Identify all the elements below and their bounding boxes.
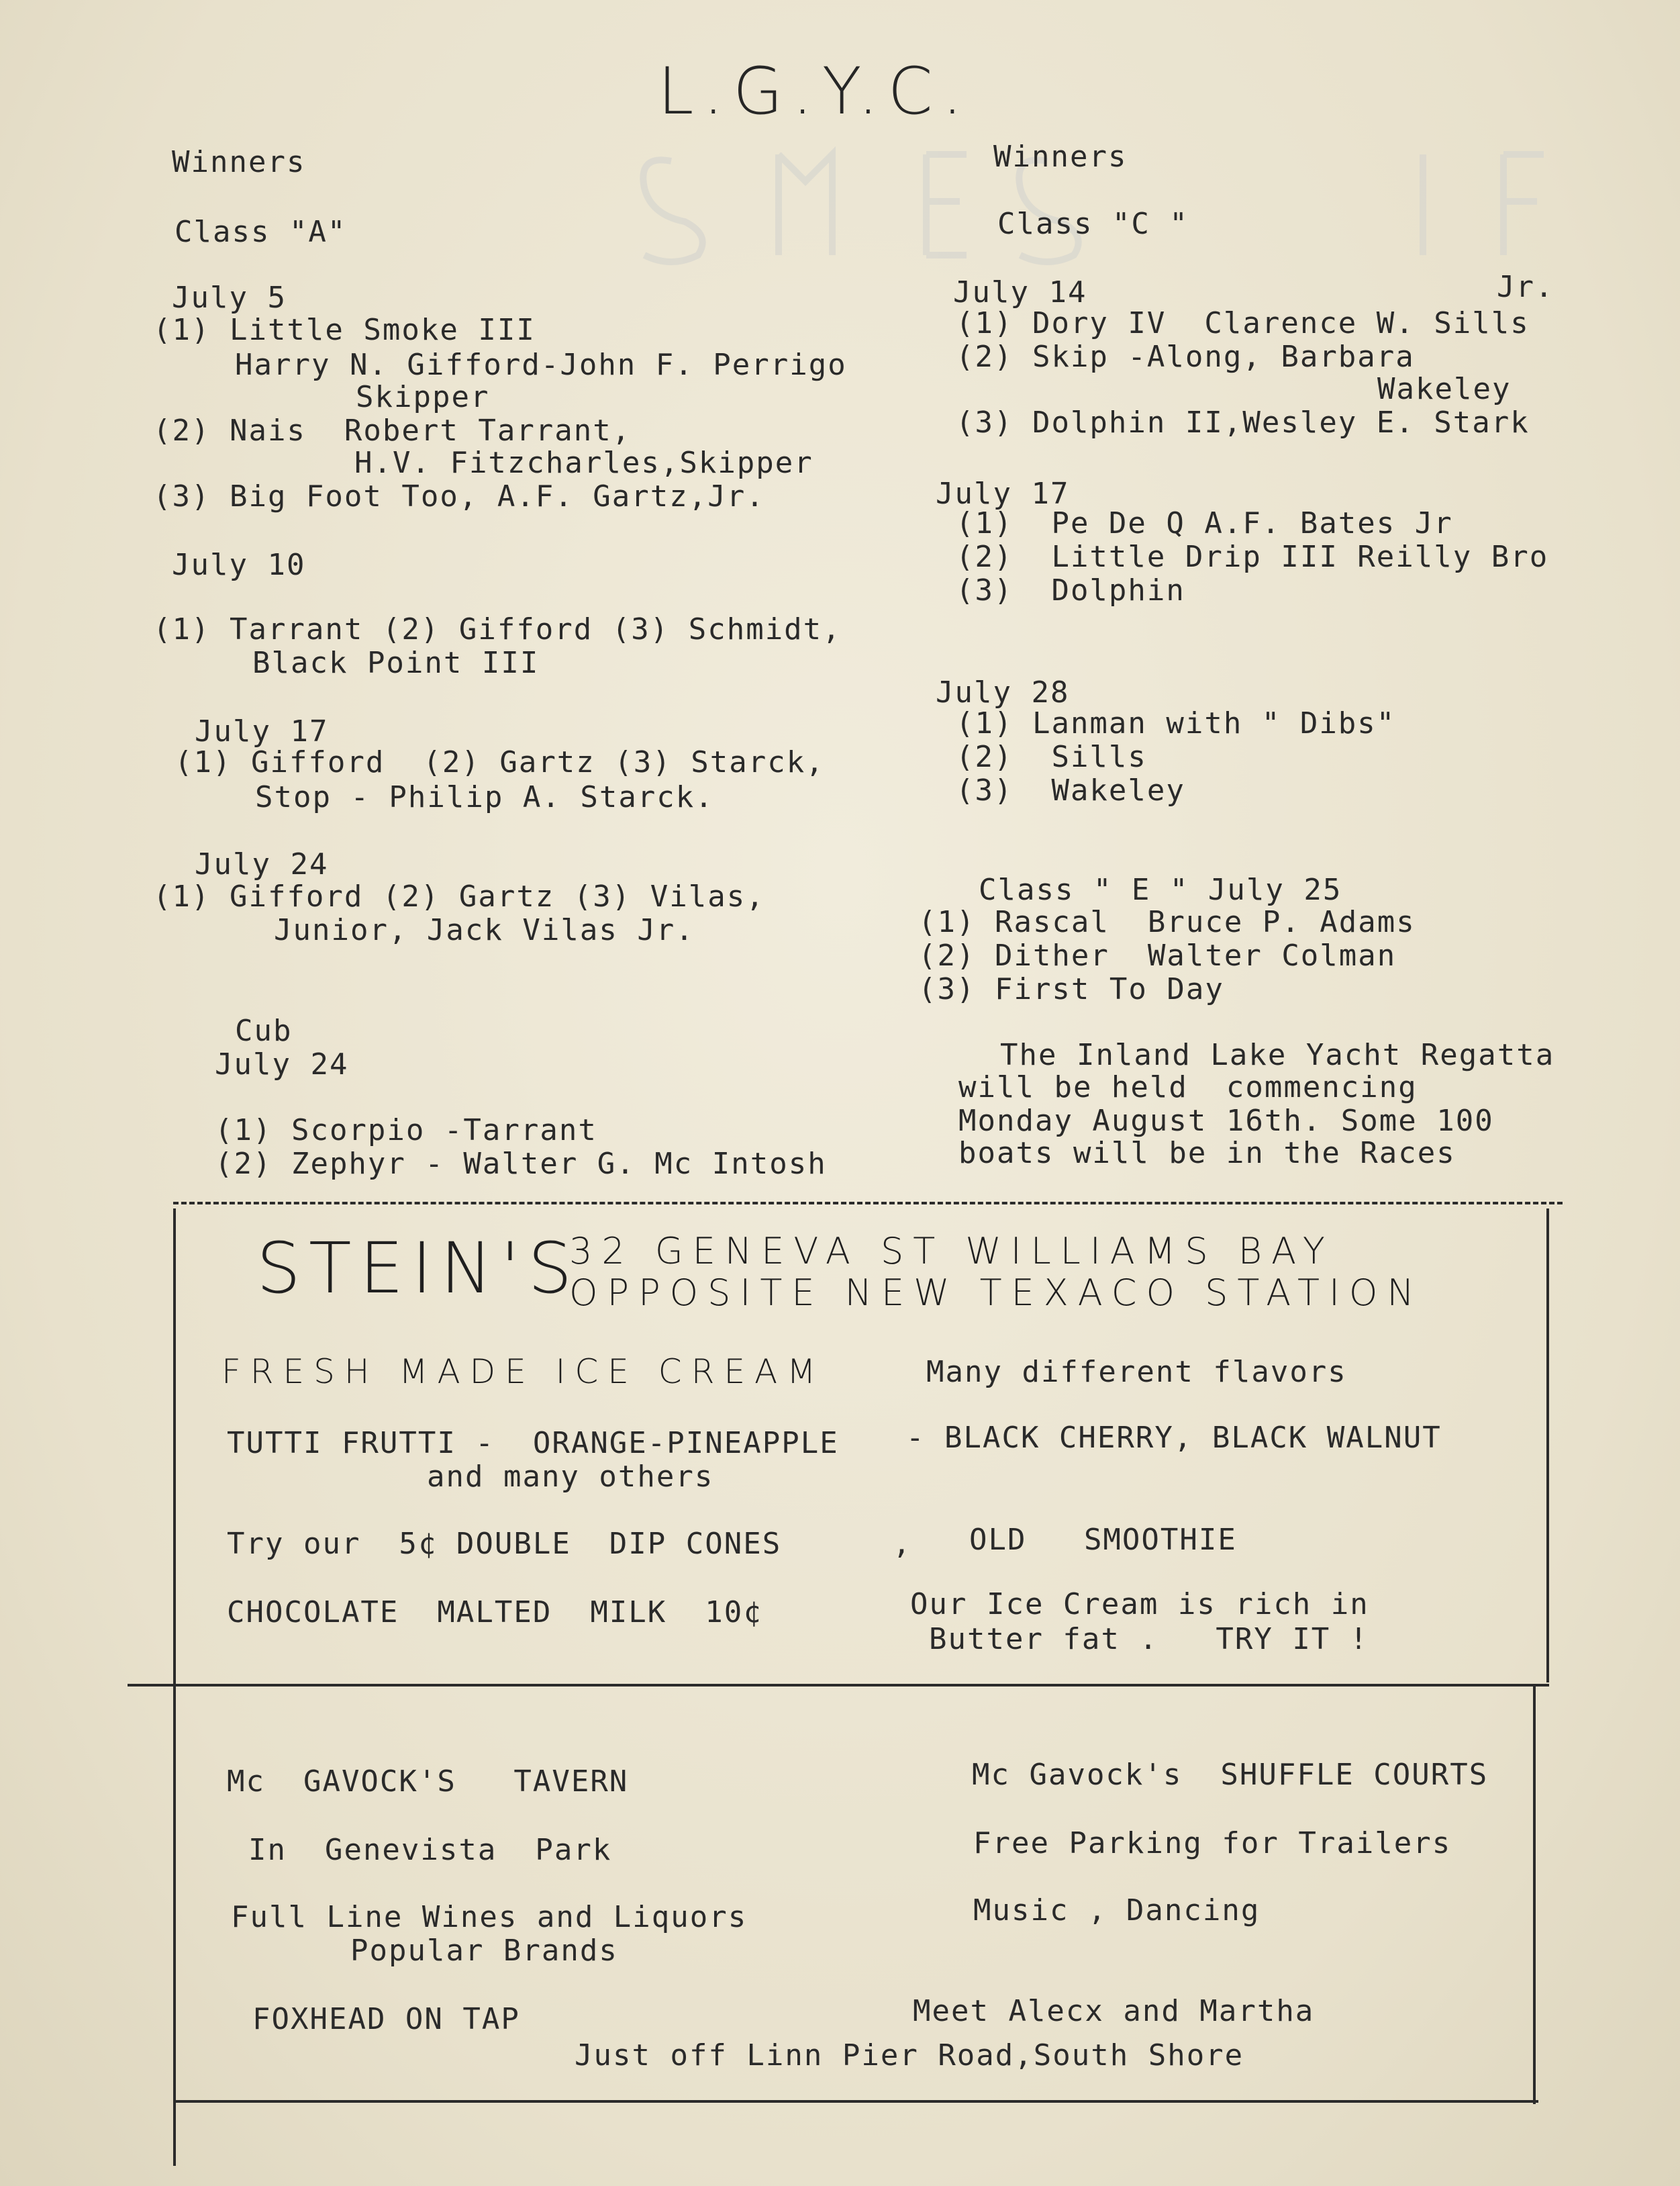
ice-cream-headline: FRESH MADE ICE CREAM	[221, 1352, 826, 1391]
class-e-second: (2) Dither Walter Colman	[918, 939, 1397, 973]
class-a-heading: Class "A"	[175, 215, 347, 249]
tavern-name: Mc GAVOCK'S TAVERN	[227, 1764, 629, 1799]
dashed-divider	[173, 1202, 1563, 1204]
july5-second: (2) Nais Robert Tarrant,	[153, 414, 632, 448]
smoothie-offer: OLD SMOOTHIE	[969, 1523, 1237, 1557]
flavor-list-a: TUTTI FRUTTI - ORANGE-PINEAPPLE	[227, 1426, 839, 1460]
ad-box-right-border	[1546, 1208, 1549, 1682]
july28-first: (1) Lanman with " Dibs"	[956, 706, 1396, 741]
july14-second-name: Wakeley	[1377, 372, 1512, 406]
july5-third: (3) Big Foot Too, A.F. Gartz,Jr.	[153, 479, 765, 514]
meet-hosts: Meet Alecx and Martha	[913, 1994, 1315, 2028]
stein-location: OPPOSITE NEW TEXACO STATION	[569, 1272, 1424, 1314]
cones-comma: ,	[893, 1527, 912, 1561]
stein-name: STEIN'S	[256, 1227, 581, 1309]
july28-third: (3) Wakeley	[956, 773, 1185, 808]
class-c-heading: Class "C "	[997, 207, 1189, 241]
july24-date: July 24	[195, 847, 329, 882]
regatta-note-line4: boats will be in the Races	[958, 1136, 1456, 1170]
flavors-text: Many different flavors	[926, 1355, 1347, 1389]
flavor-list-b: - BLACK CHERRY, BLACK WALNUT	[906, 1421, 1442, 1455]
trailer-parking: Free Parking for Trailers	[973, 1826, 1452, 1860]
cub-second: (2) Zephyr - Walter G. Mc Intosh	[215, 1147, 827, 1181]
july28-second: (2) Sills	[956, 740, 1147, 774]
july5-date: July 5	[172, 281, 287, 315]
ad-separator-line	[128, 1684, 1549, 1686]
july14-second: (2) Skip -Along, Barbara	[956, 340, 1415, 374]
july14-first: (1) Dory IV Clarence W. Sills	[956, 306, 1530, 340]
cub-first: (1) Scorpio -Tarrant	[215, 1113, 597, 1147]
right-july17-third: (3) Dolphin	[956, 573, 1185, 608]
july17-stop: Stop - Philip A. Starck.	[255, 780, 714, 814]
left-winners-heading: Winners	[172, 145, 306, 179]
right-winners-heading: Winners	[993, 140, 1128, 174]
tavern-box-right-border	[1533, 1686, 1536, 2104]
july5-first-skipper: Skipper	[356, 380, 490, 414]
stein-address: 32 GENEVA ST WILLIAMS BAY	[569, 1230, 1334, 1272]
page-title: L.G.Y.C.	[658, 54, 973, 129]
shuffle-courts: Mc Gavock's SHUFFLE COURTS	[972, 1758, 1489, 1792]
regatta-note-line3: Monday August 16th. Some 100	[958, 1104, 1494, 1138]
flavor-list-c: and many others	[427, 1460, 714, 1494]
class-e-first: (1) Rascal Bruce P. Adams	[918, 905, 1416, 939]
july10-results: (1) Tarrant (2) Gifford (3) Schmidt,	[153, 612, 842, 647]
july14-jr: Jr.	[1497, 270, 1554, 304]
july17-results: (1) Gifford (2) Gartz (3) Starck,	[175, 745, 825, 779]
cub-heading: Cub	[235, 1014, 293, 1048]
regatta-note-line2: will be held commencing	[958, 1070, 1418, 1104]
july28-date: July 28	[936, 675, 1070, 710]
july10-boat: Black Point III	[252, 646, 540, 680]
regatta-note-line1: The Inland Lake Yacht Regatta	[1000, 1038, 1555, 1072]
cones-offer: Try our 5¢ DOUBLE DIP CONES	[227, 1527, 782, 1561]
july24-results: (1) Gifford (2) Gartz (3) Vilas,	[153, 880, 765, 914]
class-e-heading: Class " E " July 25	[979, 873, 1342, 907]
rich-cream-line1: Our Ice Cream is rich in	[910, 1587, 1369, 1621]
tavern-location: Just off Linn Pier Road,South Shore	[575, 2038, 1244, 2073]
class-e-third: (3) First To Day	[918, 972, 1224, 1006]
july5-first: (1) Little Smoke III	[153, 313, 536, 347]
tavern-park: In Genevista Park	[248, 1833, 612, 1867]
rich-cream-line2: Butter fat . TRY IT !	[929, 1622, 1369, 1656]
malted-offer: CHOCOLATE MALTED MILK 10¢	[227, 1595, 762, 1629]
tavern-box-bottom-border	[176, 2100, 1538, 2103]
right-july17-first: (1) Pe De Q A.F. Bates Jr	[956, 506, 1453, 540]
cub-date: July 24	[215, 1047, 349, 1082]
july5-first-owners: Harry N. Gifford-John F. Perrigo	[235, 348, 847, 382]
july14-date: July 14	[953, 275, 1087, 310]
right-july17-date: July 17	[936, 477, 1070, 511]
july10-date: July 10	[172, 548, 306, 582]
ad-box-left-border	[173, 1208, 176, 2166]
right-july17-second: (2) Little Drip III Reilly Bro	[956, 540, 1549, 574]
music-dancing: Music , Dancing	[973, 1893, 1261, 1928]
july17-date: July 17	[195, 714, 329, 749]
tavern-foxhead: FOXHEAD ON TAP	[252, 2002, 520, 2036]
july5-second-skipper: H.V. Fitzcharles,Skipper	[354, 446, 813, 480]
july24-junior: Junior, Jack Vilas Jr.	[274, 913, 695, 947]
tavern-wines: Full Line Wines and Liquors	[231, 1900, 748, 1934]
july14-third: (3) Dolphin II,Wesley E. Stark	[956, 406, 1530, 440]
tavern-brands: Popular Brands	[350, 1934, 618, 1968]
